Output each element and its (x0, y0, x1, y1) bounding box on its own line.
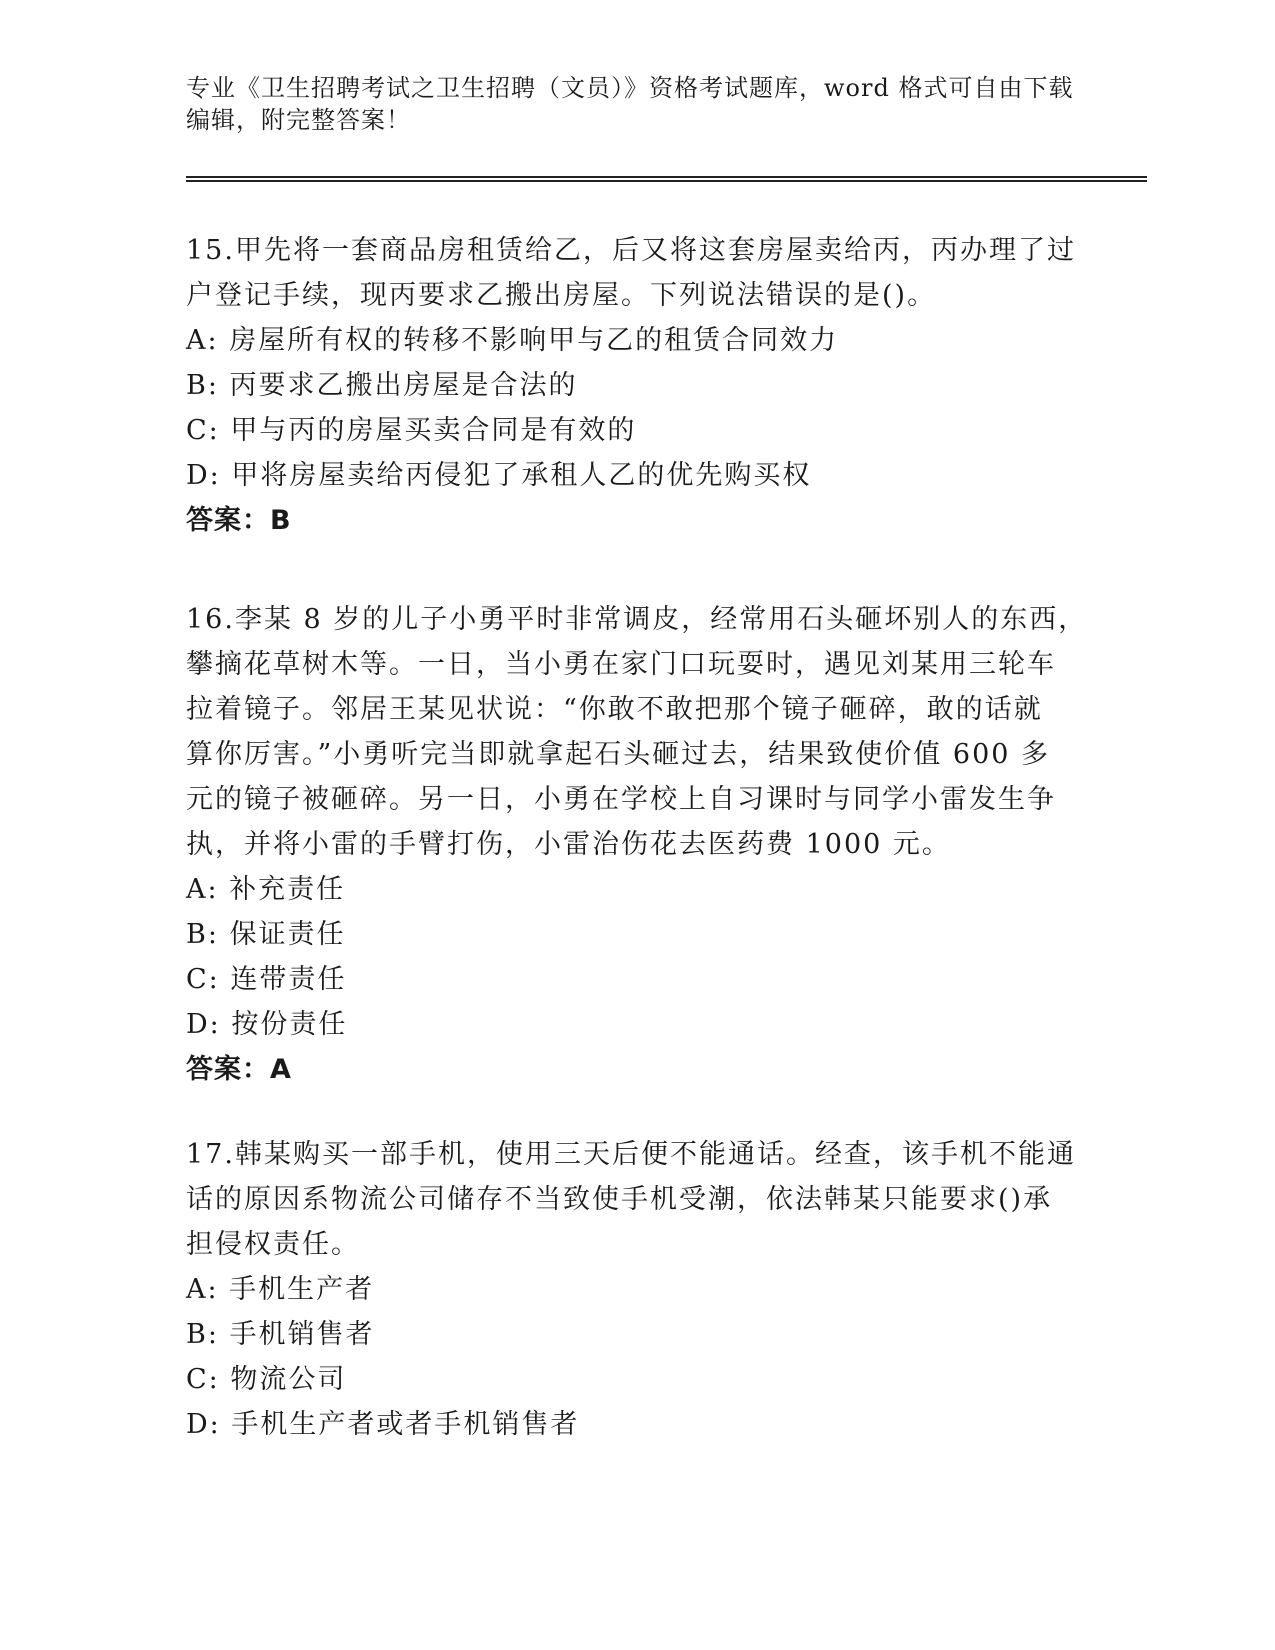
option-d: D: 甲将房屋卖给丙侵犯了承租人乙的优先购买权 (186, 460, 812, 491)
answer-label: 答案：A (186, 1054, 292, 1085)
option-c: C: 连带责任 (186, 964, 347, 995)
option-a: A: 手机生产者 (186, 1274, 375, 1305)
question-stem-line: 担侵权责任。 (186, 1229, 360, 1260)
option-a: A: 补充责任 (186, 874, 346, 905)
header-line-1: 专业《卫生招聘考试之卫生招聘（文员）》资格考试题库，word 格式可自由下载 (186, 74, 1074, 102)
question-stem-line: 话的原因系物流公司储存不当致使手机受潮，依法韩某只能要求()承 (186, 1184, 1053, 1215)
question-stem-line: 17.韩某购买一部手机，使用三天后便不能通话。经查，该手机不能通 (186, 1139, 1076, 1170)
question-stem-line: 15.甲先将一套商品房租赁给乙，后又将这套房屋卖给丙，丙办理了过 (186, 235, 1076, 266)
question-17 (186, 1132, 1086, 1447)
option-a: A: 房屋所有权的转移不影响甲与乙的租赁合同效力 (186, 325, 839, 356)
question-stem-line: 攀摘花草树木等。一日，当小勇在家门口玩耍时，遇见刘某用三轮车 (186, 649, 1056, 680)
question-stem-line: 执，并将小雷的手臂打伤，小雷治伤花去医药费 1000 元。 (186, 829, 951, 860)
option-c: C: 甲与丙的房屋买卖合同是有效的 (186, 415, 637, 446)
page-header (186, 72, 1086, 136)
option-b: B: 丙要求乙搬出房屋是合法的 (186, 370, 578, 401)
option-b: B: 手机销售者 (186, 1319, 375, 1350)
question-15 (186, 228, 1086, 543)
question-stem-line: 户登记手续，现丙要求乙搬出房屋。下列说法错误的是()。 (186, 280, 937, 311)
question-stem-line: 算你厉害。”小勇听完当即就拿起石头砸过去，结果致使价值 600 多 (186, 739, 1051, 770)
question-16 (186, 597, 1086, 1092)
option-d: D: 按份责任 (186, 1009, 348, 1040)
option-d: D: 手机生产者或者手机销售者 (186, 1409, 580, 1440)
header-line-2: 编辑，附完整答案！ (186, 106, 411, 134)
question-stem-line: 16.李某 8 岁的儿子小勇平时非常调皮，经常用石头砸坏别人的东西， (186, 604, 1088, 635)
header-divider (186, 176, 1147, 182)
answer-label: 答案：B (186, 505, 292, 536)
option-b: B: 保证责任 (186, 919, 346, 950)
question-stem-line: 拉着镜子。邻居王某见状说：“你敢不敢把那个镜子砸碎，敢的话就 (186, 694, 1043, 725)
option-c: C: 物流公司 (186, 1364, 347, 1395)
question-stem-line: 元的镜子被砸碎。另一日，小勇在学校上自习课时与同学小雷发生争 (186, 784, 1056, 815)
